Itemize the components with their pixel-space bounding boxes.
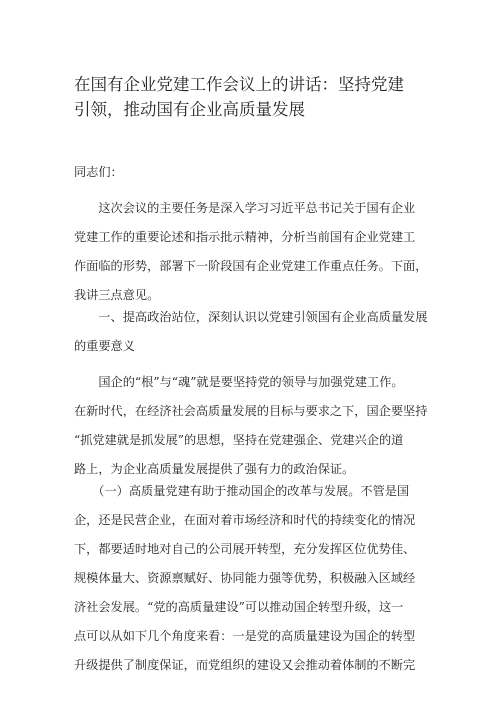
paragraph-line: 国企的“根”与“魂”就是要坚持党的领导与加强党建工作。	[74, 375, 404, 389]
paragraph-line: 我讲三点意见。	[74, 288, 160, 302]
paragraph-line: 规模体量大、资源禀赋好、协同能力强等优势，积极融入区域经	[74, 571, 416, 585]
document-title	[74, 72, 434, 122]
paragraph-line: “抓党建就是抓发展”的思想，坚持在党建强企、党建兴企的道	[74, 433, 404, 447]
paragraph-line: 作面临的形势，部署下一阶段国有企业党建工作重点任务。下面，	[74, 259, 428, 273]
paragraph-line: 企，还是民营企业，在面对着市场经济和时代的持续变化的情况	[74, 513, 416, 527]
paragraph-line: 升级提供了制度保证，而党组织的建设又会推动着体制的不断完	[74, 658, 416, 672]
paragraph-line: 这次会议的主要任务是深入学习习近平总书记关于国有企业	[74, 201, 416, 215]
greeting	[74, 158, 436, 187]
paragraph-line: 路上，为企业高质量发展提供了强有力的政治保证。	[74, 462, 355, 476]
paragraph-subsection-one	[74, 477, 436, 680]
paragraph-root-soul	[74, 368, 436, 484]
paragraph-line: （一）高质量党建有助于推动国企的改革与发展。不管是国	[74, 484, 410, 498]
paragraph-line: 点可以从如下几个角度来看：一是党的高质量建设为国企的转型	[74, 629, 416, 643]
paragraph-line: 济社会发展。“党的高质量建设”可以推动国企转型升级，这一	[74, 600, 404, 614]
heading-line: 的重要意义	[74, 339, 135, 353]
heading-line: 一、提高政治站位，深刻认识以党建引领国有企业高质量发展	[74, 310, 428, 324]
title-line: 引领，推动国有企业高质量发展	[74, 100, 305, 119]
paragraph-line: 在新时代，在经济社会高质量发展的目标与要求之下，国企要坚持	[74, 404, 428, 418]
greeting-text: 同志们：	[74, 165, 123, 179]
title-line: 在国有企业党建工作会议上的讲话：坚持党建	[74, 75, 404, 94]
paragraph-intro	[74, 194, 436, 310]
section-heading	[74, 303, 436, 361]
paragraph-line: 下，都要适时地对自己的公司展开转型，充分发挥区位优势佳、	[74, 542, 416, 556]
paragraph-line: 党建工作的重要论述和指示批示精神，分析当前国有企业党建工	[74, 230, 416, 244]
